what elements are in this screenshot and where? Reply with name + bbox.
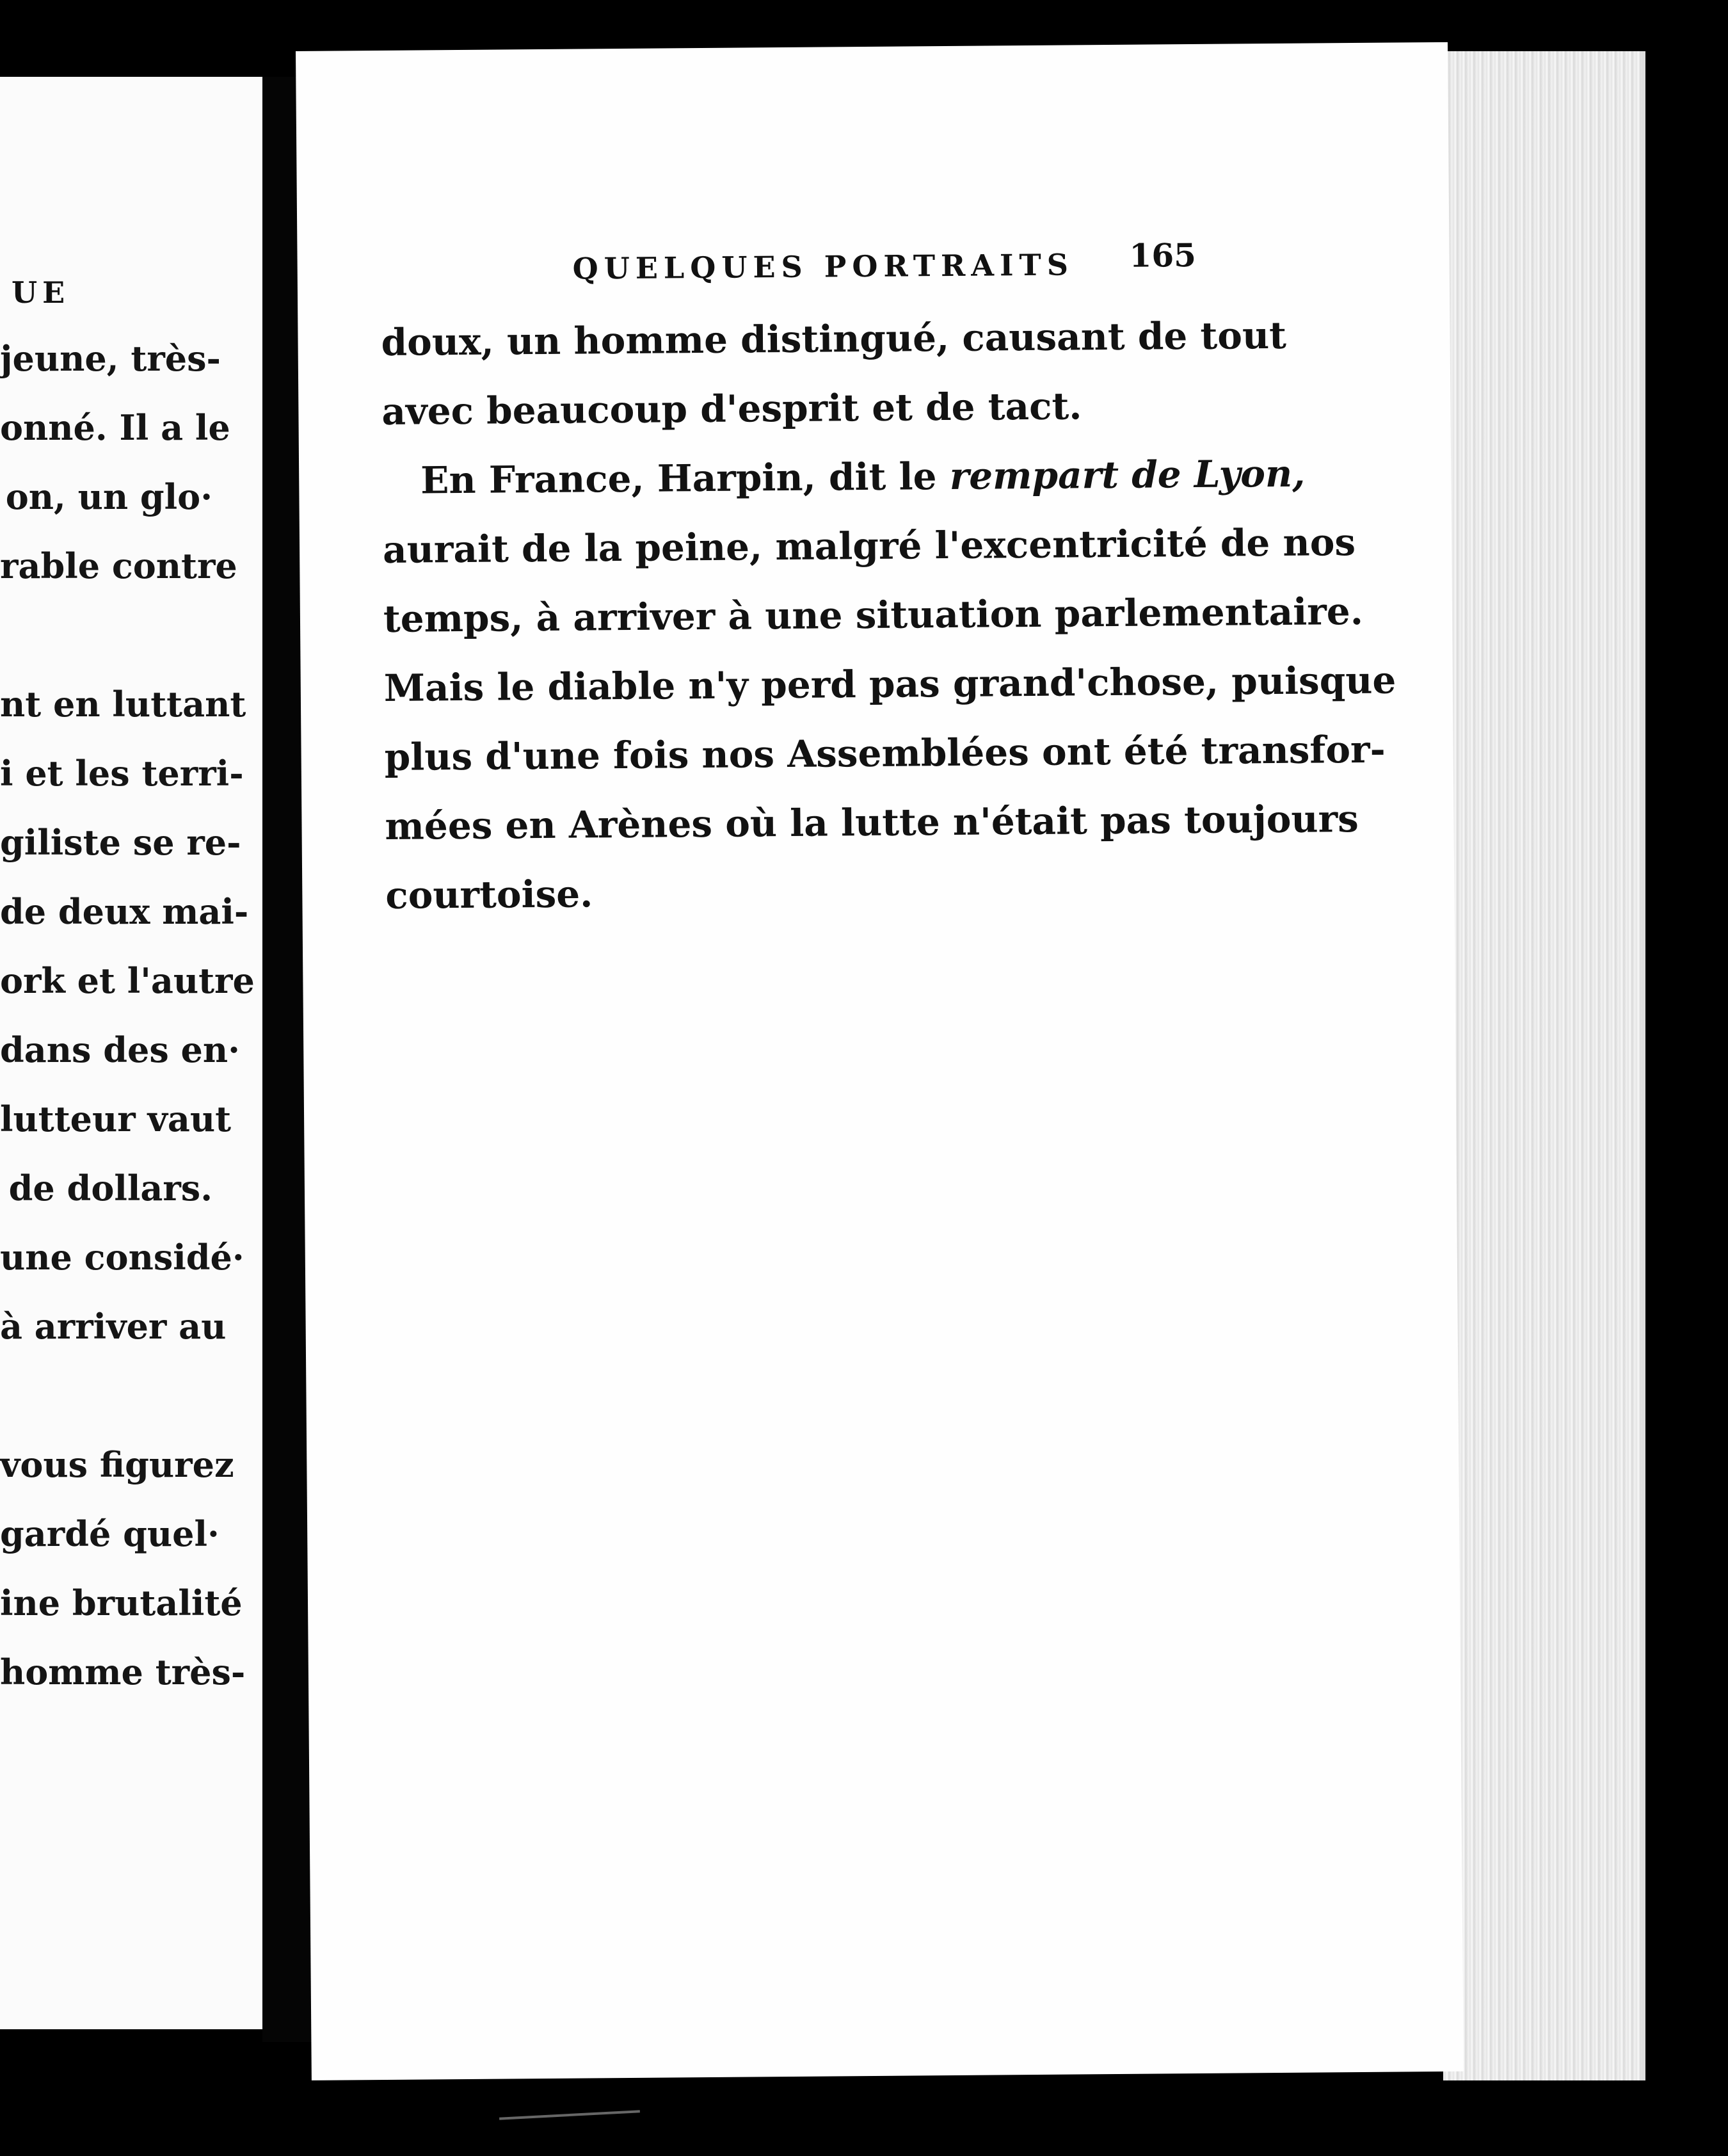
left-text-line: de deux mai- [0, 891, 249, 932]
italic-phrase: rempart de Lyon, [949, 451, 1306, 498]
left-text-line: une considé· [0, 1237, 244, 1278]
left-text-line: on, un glo· [5, 476, 212, 517]
left-text-line: rable contre [0, 545, 237, 586]
running-head: QUELQUES PORTRAITS [572, 247, 1075, 286]
left-text-line: à arriver au [0, 1306, 227, 1347]
body-text-line [420, 451, 1306, 504]
right-page [296, 42, 1464, 2080]
body-text-line: temps, à arriver à une situation parlementaire. [383, 589, 1364, 641]
left-text-line: onné. Il a le [0, 407, 230, 448]
left-text-line: lutteur vaut [0, 1098, 232, 1139]
line-text: En France, Harpin, dit le [420, 455, 937, 503]
left-text-line: gardé quel· [0, 1513, 220, 1554]
left-text-line: giliste se re- [0, 822, 241, 863]
body-text-line: Mais le diable n'y perd pas grand'chose, puisque [383, 658, 1396, 710]
left-text-line: jeune, très- [0, 338, 221, 379]
body-text-line: mées en Arènes où la lutte n'était pas toujours [385, 796, 1359, 848]
left-text-line: dans des en· [0, 1029, 240, 1070]
left-running-head: UE [12, 275, 70, 310]
body-text-line: doux, un homme distingué, causant de tout [381, 313, 1287, 364]
left-text-line: de dollars. [8, 1168, 212, 1209]
left-text-line: ork et l'autre [0, 960, 255, 1001]
left-text-line: ine brutalité [0, 1582, 243, 1623]
page-number: 165 [1129, 236, 1197, 275]
left-text-line: homme très- [0, 1652, 246, 1693]
left-page [0, 77, 269, 2029]
body-text-line: plus d'une fois nos Assemblées ont été transfor- [384, 727, 1386, 779]
body-text-line: aurait de la peine, malgré l'excentricité de nos [382, 520, 1356, 572]
left-text-line: vous figurez [0, 1444, 234, 1485]
body-text-line: courtoise. [385, 872, 593, 917]
left-text-line: nt en luttant [0, 684, 246, 725]
scan-mark [499, 2110, 640, 2120]
left-text-line: i et les terri- [0, 753, 244, 794]
body-text-line: avec beaucoup d'esprit et de tact. [381, 384, 1082, 433]
page-edges [1443, 51, 1645, 2080]
